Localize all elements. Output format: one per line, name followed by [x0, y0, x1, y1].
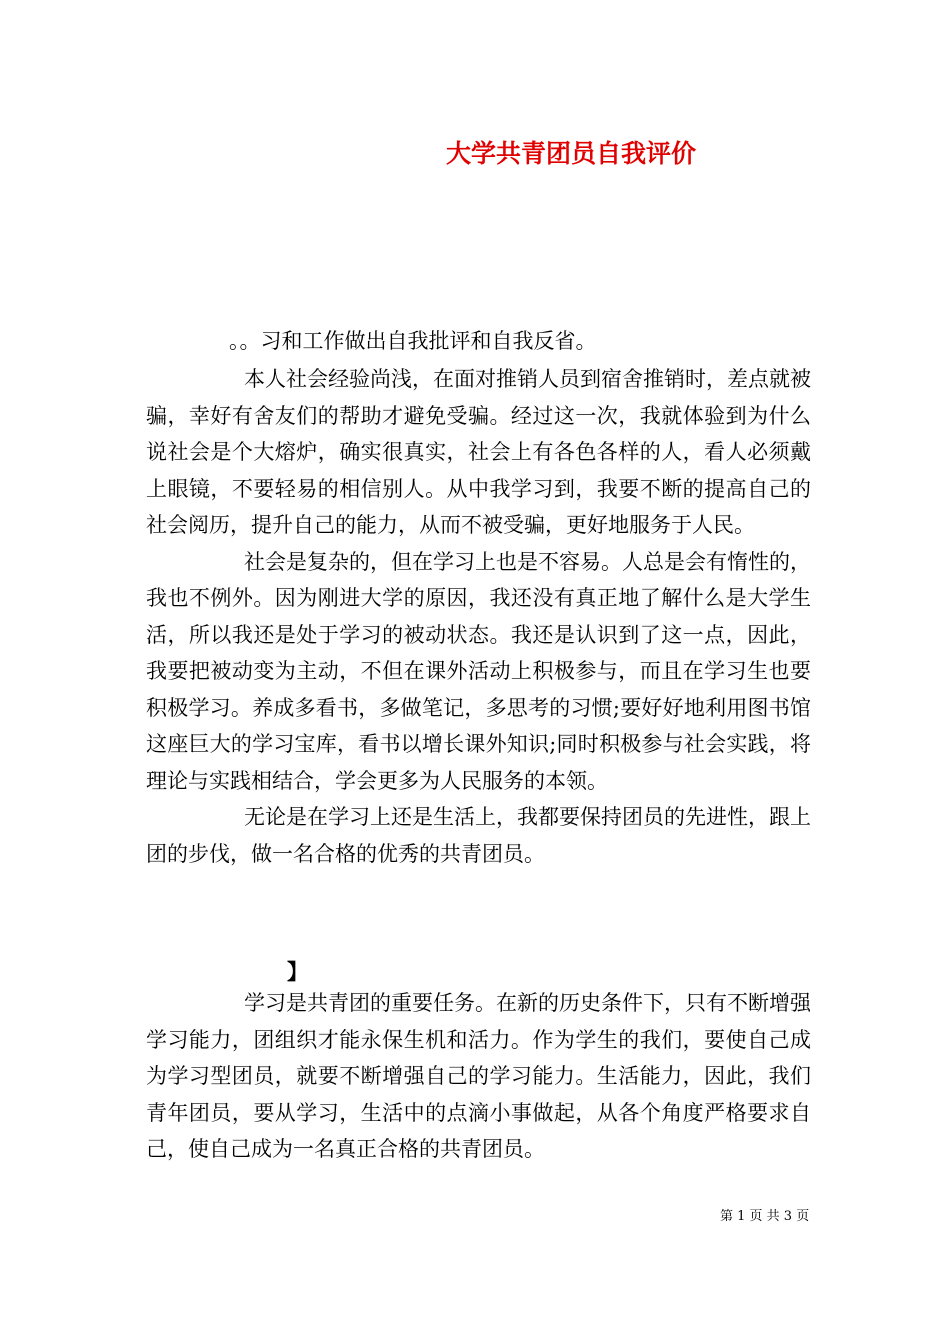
paragraph: 学习是共青团的重要任务。在新的历史条件下，只有不断增强学习能力，团组织才能永保生机和活力。作为学生的我们，要使自己成为学习型团员，就要不断增强自己的学习能力。生活能力，因此，我们青年团员，要从学习，生活中的点滴小事做起，从各个角度严格要求自己，使自己成为一名真正合格的共青团员。: [146, 991, 811, 1161]
paragraph: 本人社会经验尚浅，在面对推销人员到宿舍推销时，差点就被骗，幸好有舍友们的帮助才避免受骗。经过这一次，我就体验到为什么说社会是个大熔炉，确实很真实，社会上有各色各样的人，看人必须戴上眼镜，不要轻易的相信别人。从中我学习到，我要不断的提高自己的社会阅历，提升自己的能力，从而不被受骗，更好地服务于人民。: [146, 367, 811, 537]
paragraph: 无论是在学习上还是生活上，我都要保持团员的先进性，跟上团的步伐，做一名合格的优秀的共青团员。: [146, 805, 811, 866]
first-line: 。。习和工作做出自我批评和自我反省。: [229, 329, 597, 353]
body-section-b: [146, 985, 811, 1168]
document-title: 大学共青团员自我评价: [446, 139, 697, 168]
paragraph: 社会是复杂的，但在学习上也是不容易。人总是会有惰性的，我也不例外。因为刚进大学的原因，我还没有真正地了解什么是大学生活，所以我还是处于学习的被动状态。我还是认识到了这一点，因此，我要把被动变为主动，不但在课外活动上积极参与，而且在学习生也要积极学习。养成多看书，多做笔记，多思考的习惯;要好好地利用图书馆这座巨大的学习宝库，看书以增长课外知识;同时积极参与社会实践，将理论与实践相结合，学会更多为人民服务的本领。: [146, 549, 811, 793]
page-number: 第 1 页 共 3 页: [720, 1209, 810, 1224]
body-section-a: [146, 361, 811, 872]
bracket-mark: 】: [287, 959, 308, 984]
